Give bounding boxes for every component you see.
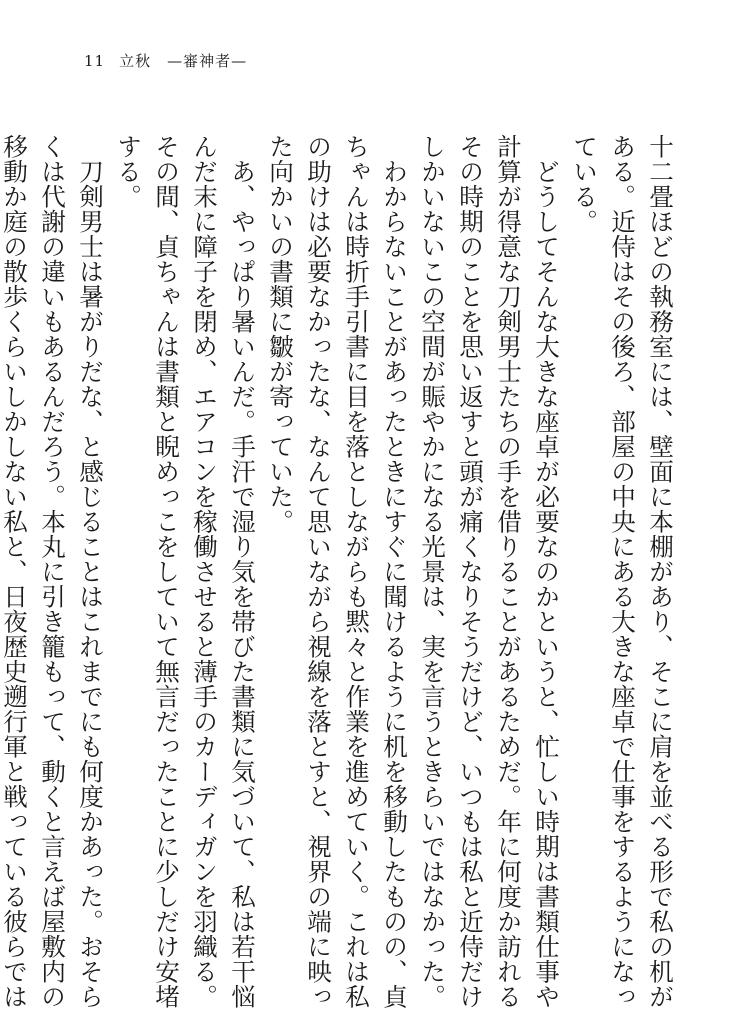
paragraph-2: どうしてそんな大きな座卓が必要なのかというと、忙しい時期は書類仕事や計算が得意な刀剣男士たちの手を借りることがあるためだ。年に何度か訪れるその時期のことを思い返すと頭が痛くなりそうだけど、いつもは私と近侍だけしかいないこの空間が賑やかになる光景は、実を言うときらいではなかった。	[418, 134, 561, 1009]
paragraph-5: 刀剣男士は暑がりだな、と感じることはこれまでにも何度かあった。おそらくは代謝の違いもあるんだろう。本丸に引き籠もって、動くと言えば屋敷内の移動か庭の散歩くらいしかしない私と、日夜歴史遡行軍と戦っている彼らでは	[0, 134, 105, 1009]
paragraph-3: わからないことがあったときにすぐに聞けるように机を移動したものの、貞ちゃんは時折手引書に目を落としながらも黙々と作業を進めていく。これは私の助けは必要なかったな、なんて思いながら視線を落とすと、視界の端に映った向かいの書類に皺が寄っていた。	[266, 134, 409, 1009]
page-number: 11	[84, 52, 106, 70]
chapter-title: 立秋 —審神者—	[119, 52, 248, 70]
paragraph-4: あ、やっぱり暑いんだ。手汗で湿り気を帯びた書類に気づいて、私は若干悩んだ末に障子を閉め、エアコンを稼働させると薄手のカーディガンを羽織る。その間、貞ちゃんは書類と睨めっこをしていて無言だったことに少しだけ安堵する。	[114, 134, 257, 1009]
paragraph-1: 十二畳ほどの執務室には、壁面に本棚があり、そこに肩を並べる形で私の机がある。近侍はその後ろ、部屋の中央にある大きな座卓で仕事をするようになっている。	[570, 134, 675, 1009]
running-head	[84, 50, 247, 71]
vertical-body-text	[0, 134, 679, 1014]
